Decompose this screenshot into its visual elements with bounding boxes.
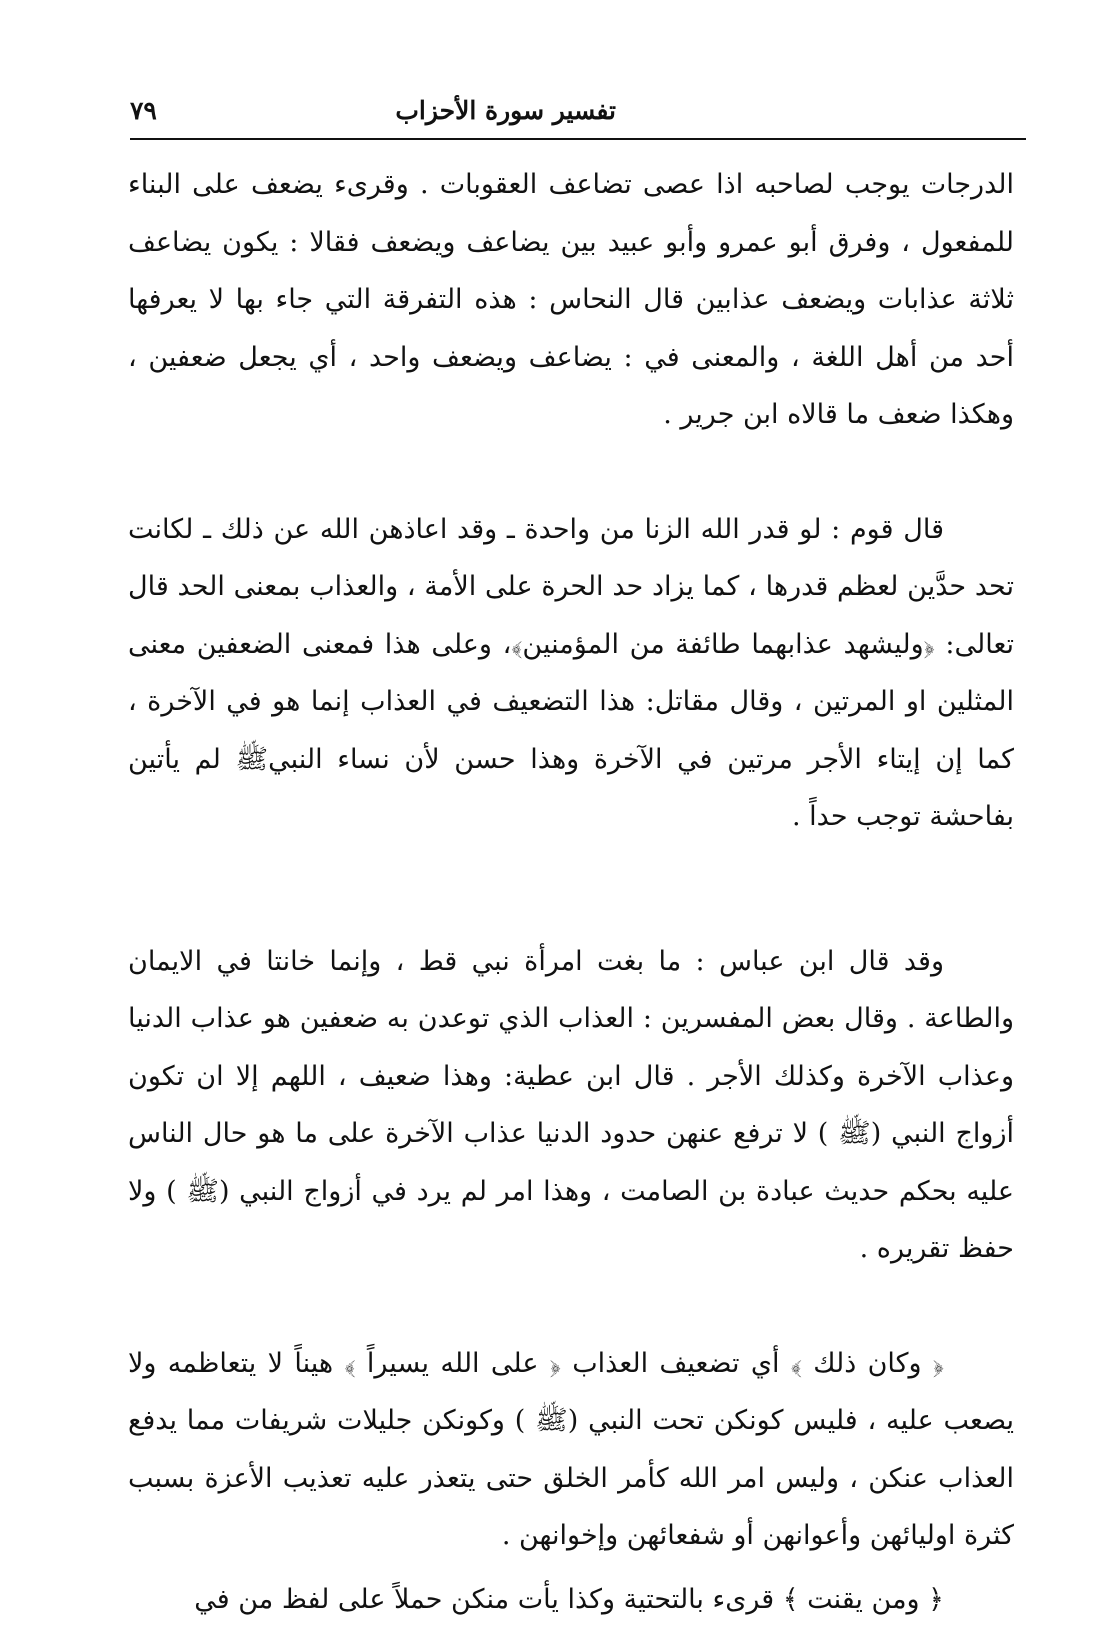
running-title: تفسير سورة الأحزاب <box>395 96 616 125</box>
paragraph-1: الدرجات يوجب لصاحبه اذا عصى تضاعف العقوبات . وقرىء يضعف على البناء للمفعول ، وفرق أبو عمرو وأبو عبيد بين يضاعف ويضعف فقالا : يكون يضاعف ثلاثة عذابات ويضعف عذابين قال النحاس : هذه التفرقة التي جاء بها لا يعرفها أحد من أهل اللغة ، والمعنى في : يضاعف ويضعف واحد ، أي يجعل ضعفين ، وهكذا ضعف ما قالاه ابن جرير . <box>128 156 1014 444</box>
page-header <box>130 86 1026 140</box>
paragraph-4: ﴿ وكان ذلك ﴾ أي تضعيف العذاب ﴿ على الله يسيراً ﴾ هيناً لا يتعاظمه ولا يصعب عليه ، فليس كونكن تحت النبي (ﷺ ) وكونكن جليلات شريفات مما يدفع العذاب عنكن ، وليس امر الله كأمر الخلق حتى يتعذر عليه تعذيب الأعزة بسبب كثرة اوليائهن وأعوانهن أو شفعائهن وإخوانهن . <box>128 1335 1014 1565</box>
paragraph-3: وقد قال ابن عباس : ما بغت امرأة نبي قط ، وإنما خانتا في الايمان والطاعة . وقال بعض المفسرين : العذاب الذي توعدن به ضعفين هو عذاب الدنيا وعذاب الآخرة وكذلك الأجر . قال ابن عطية: وهذا ضعيف ، اللهم إلا ان تكون أزواج النبي (ﷺ ) لا ترفع عنهن حدود الدنيا عذاب الآخرة على ما هو حال الناس عليه بحكم حديث عبادة بن الصامت ، وهذا امر لم يرد في أزواج النبي (ﷺ ) ولا حفظ تقريره . <box>128 933 1014 1278</box>
page-body <box>128 156 1014 1628</box>
paragraph-2: قال قوم : لو قدر الله الزنا من واحدة ـ وقد اعاذهن الله عن ذلك ـ لكانت تحد حدَّين لعظم قدرها ، كما يزاد حد الحرة على الأمة ، والعذاب بمعنى الحد قال تعالى: ﴿وليشهد عذابهما طائفة من المؤمنين﴾، وعلى هذا فمعنى الضعفين معنى المثلين او المرتين ، وقال مقاتل: هذا التضعيف في العذاب إنما هو في الآخرة ، كما إن إيتاء الأجر مرتين في الآخرة وهذا حسن لأن نساء النبيﷺ لم يأتين بفاحشة توجب حداً . <box>128 501 1014 846</box>
page-number: ٧٩ <box>130 96 157 125</box>
paragraph-5: ﴿ ومن يقنت ﴾ قرىء بالتحتية وكذا يأت منكن حملاً على لفظ من في <box>128 1571 1014 1628</box>
